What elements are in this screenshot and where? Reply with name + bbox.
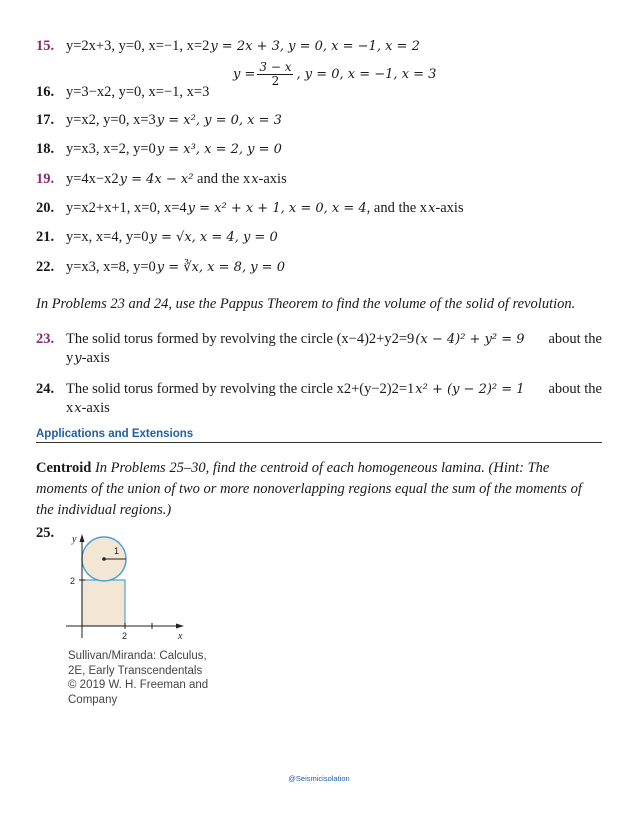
problem-21 (36, 228, 278, 247)
y-axis-arrow (80, 534, 85, 542)
problem-math: y = ∛x, x = 8, y = 0 (156, 260, 285, 275)
problem-text: y=3−x2, y=0, x=−1, x=3 (66, 84, 210, 100)
radius-label: 1 (114, 546, 120, 556)
problem-20: 20. y=x2+x+1, x=0, x=4y = x² + x + 1, x = 0, x = 4, and the xx-axis (36, 200, 464, 216)
fraction: $\frac{3 - x}{2}$ (259, 60, 292, 88)
x-tick-label: 2 (122, 631, 128, 641)
pappus-instruction: In Problems 23 and 24, use the Pappus Theorem to find the volume of the solid of revolution. (36, 296, 576, 312)
y-tick-label: 2 (70, 576, 76, 586)
problem-number: 18. (36, 141, 55, 157)
lamina-figure (62, 534, 202, 648)
figure-credit (68, 649, 208, 707)
problem-math: y = 2x + 3, y = 0, x = −1, x = 2 (210, 39, 420, 54)
problem-number: 19. (36, 171, 55, 187)
square-region (82, 580, 125, 626)
x-axis-label: x (178, 631, 183, 642)
problem-17 (36, 111, 282, 130)
problem-text: y=4x−x2 (66, 171, 119, 187)
problem-18 (36, 140, 282, 159)
credit-line: © 2019 W. H. Freeman and (68, 679, 209, 691)
problem-16 (36, 60, 437, 101)
problem-number: 24. (36, 381, 55, 397)
about-the-text: about the (548, 381, 602, 397)
centroid-paragraph (36, 458, 602, 521)
problem-24: 24. The solid torus formed by revolving the circle x2+(y−2)2=1x² + (y − 2)² = 1 about the xx-axis (36, 381, 602, 416)
y-axis-label: y (72, 534, 77, 545)
problem-15 (36, 37, 420, 56)
x-axis-arrow (176, 624, 184, 629)
problem-math: y = x² + x + 1, x = 0, x = 4 (187, 201, 367, 216)
problem-text: y=x, x=4, y=0 (66, 229, 149, 245)
problem-23: 23. The solid torus formed by revolving the circle (x−4)2+y2=9(x − 4)² + y² = 9 about the yy-axis (36, 331, 602, 366)
about-the-text: about the (548, 331, 602, 347)
problem-number: 16. (36, 84, 55, 100)
problem-text: y=x3, x=2, y=0 (66, 141, 156, 157)
problem-text: y=2x+3, y=0, x=−1, x=2 (66, 38, 210, 54)
problem-text: The solid torus formed by revolving the circle (x−4)2+y2=9 (66, 331, 415, 347)
footer-watermark: @Seismicisolation (288, 774, 350, 783)
centroid-label: Centroid (36, 460, 92, 476)
credit-line: Sullivan/Miranda: Calculus, (68, 650, 207, 662)
section-heading: Applications and Extensions (36, 428, 602, 443)
problem-number: 25. (36, 525, 55, 541)
problem-number: 23. (36, 331, 55, 347)
problem-text: y=x3, x=8, y=0 (66, 259, 156, 275)
problem-text: The solid torus formed by revolving the circle x2+(y−2)2=1 (66, 381, 415, 397)
problem-text: y=x2+x+1, x=0, x=4 (66, 200, 187, 216)
problem-math: y = $\frac{3 - x}{2}$ , y = 0, x = −1, x = 3 (233, 60, 437, 88)
problem-text: y=x2, y=0, x=3 (66, 112, 156, 128)
problem-math: y = 4x − x² (119, 172, 194, 187)
problem-math: x² + (y − 2)² = 1 (415, 382, 525, 397)
problem-number: 17. (36, 112, 55, 128)
problem-number: 20. (36, 200, 55, 216)
credit-line: Company (68, 693, 118, 706)
centroid-text: In Problems 25–30, find the centroid of each homogeneous lamina. (Hint: The moments of the union of two or more nonoverlapping regions equal the sum of the moments of the individual regions.) (36, 460, 582, 518)
center-point (102, 557, 106, 561)
problem-math: y = √x, x = 4, y = 0 (149, 230, 278, 245)
problem-number: 22. (36, 259, 55, 275)
problem-number: 21. (36, 229, 55, 245)
problem-19: 19. y=4x−x2y = 4x − x² and the xx-axis (36, 171, 287, 187)
credit-line: 2E, Early Transcendentals (68, 664, 203, 677)
problem-number: 15. (36, 38, 55, 54)
problem-math: (x − 4)² + y² = 9 (415, 332, 525, 347)
problem-math: y = x², y = 0, x = 3 (156, 113, 282, 128)
problem-22 (36, 258, 285, 277)
problem-math: y = x³, x = 2, y = 0 (156, 142, 282, 157)
